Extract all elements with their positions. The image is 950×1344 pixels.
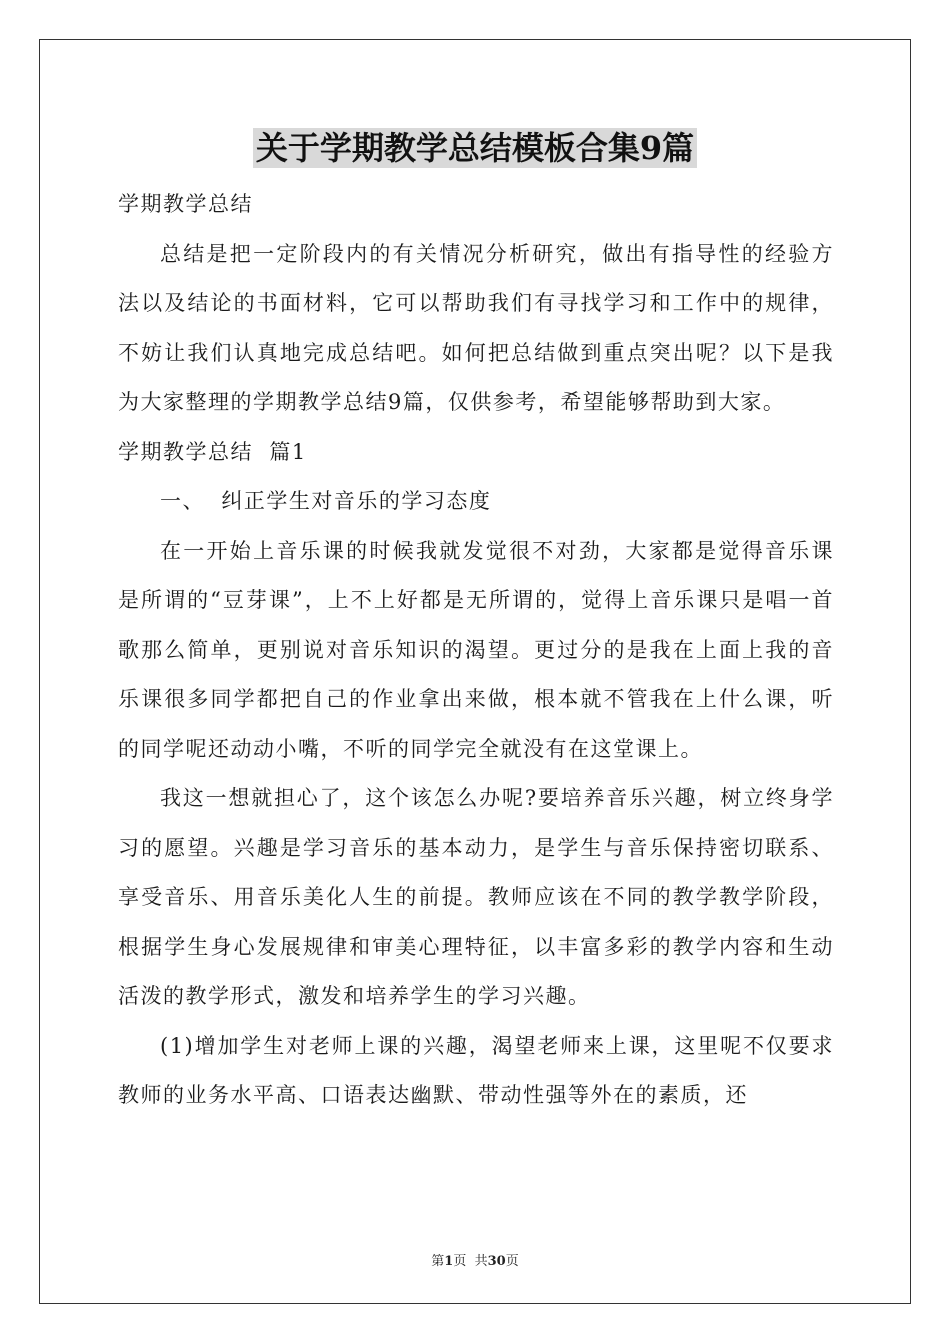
body-paragraph-3: (1)增加学生对老师上课的兴趣，渴望老师来上课，这里呢不仅要求教师的业务水平高、口语表达幽默、带动性强等外在的素质，还	[118, 1033, 834, 1107]
heading-main: 学期教学总结	[118, 192, 253, 216]
section-title: 学期教学总结 篇1	[118, 439, 307, 464]
footer-page-mid: 页 共	[453, 1254, 488, 1269]
body-paragraph-2: 我这一想就担心了，这个该怎么办呢?要培养音乐兴趣，树立终身学习的愿望。兴趣是学习音乐的基本动力，是学生与音乐保持密切联系、享受音乐、用音乐美化人生的前提。教师应该在不同的教学教学阶段，根据学生身心发展规律和审美心理特征，以丰富多彩的教学内容和生动活泼的教学形式，激发和培养学生的学习兴趣。	[118, 786, 834, 1008]
footer-total-pages: 30	[487, 1254, 506, 1269]
footer-page-number: 1	[444, 1254, 454, 1269]
document-title: 关于学期教学总结模板合集9篇	[253, 128, 697, 168]
section-subtitle: 一、 纠正学生对音乐的学习态度	[160, 489, 492, 513]
footer-page-suffix: 页	[505, 1254, 519, 1269]
body-paragraph-1: 在一开始上音乐课的时候我就发觉很不对劲，大家都是觉得音乐课是所谓的“豆芽课”，上不上好都是无所谓的，觉得上音乐课只是唱一首歌那么简单，更别说对音乐知识的渴望。更过分的是我在上面上我的音乐课很多同学都把自己的作业拿出来做，根本就不管我在上什么课，听的同学呢还动动小嘴，不听的同学完全就没有在这堂课上。	[118, 538, 834, 761]
intro-paragraph: 总结是把一定阶段内的有关情况分析研究，做出有指导性的经验方法以及结论的书面材料，它可以帮助我们有寻找学习和工作中的规律，不妨让我们认真地完成总结吧。如何把总结做到重点突出呢？以下是我为大家整理的学期教学总结9篇，仅供参考，希望能够帮助到大家。	[118, 241, 834, 414]
page-footer	[0, 1250, 950, 1269]
title-container	[0, 128, 950, 168]
footer-page-prefix: 第	[431, 1254, 445, 1269]
document-body	[118, 180, 834, 1121]
